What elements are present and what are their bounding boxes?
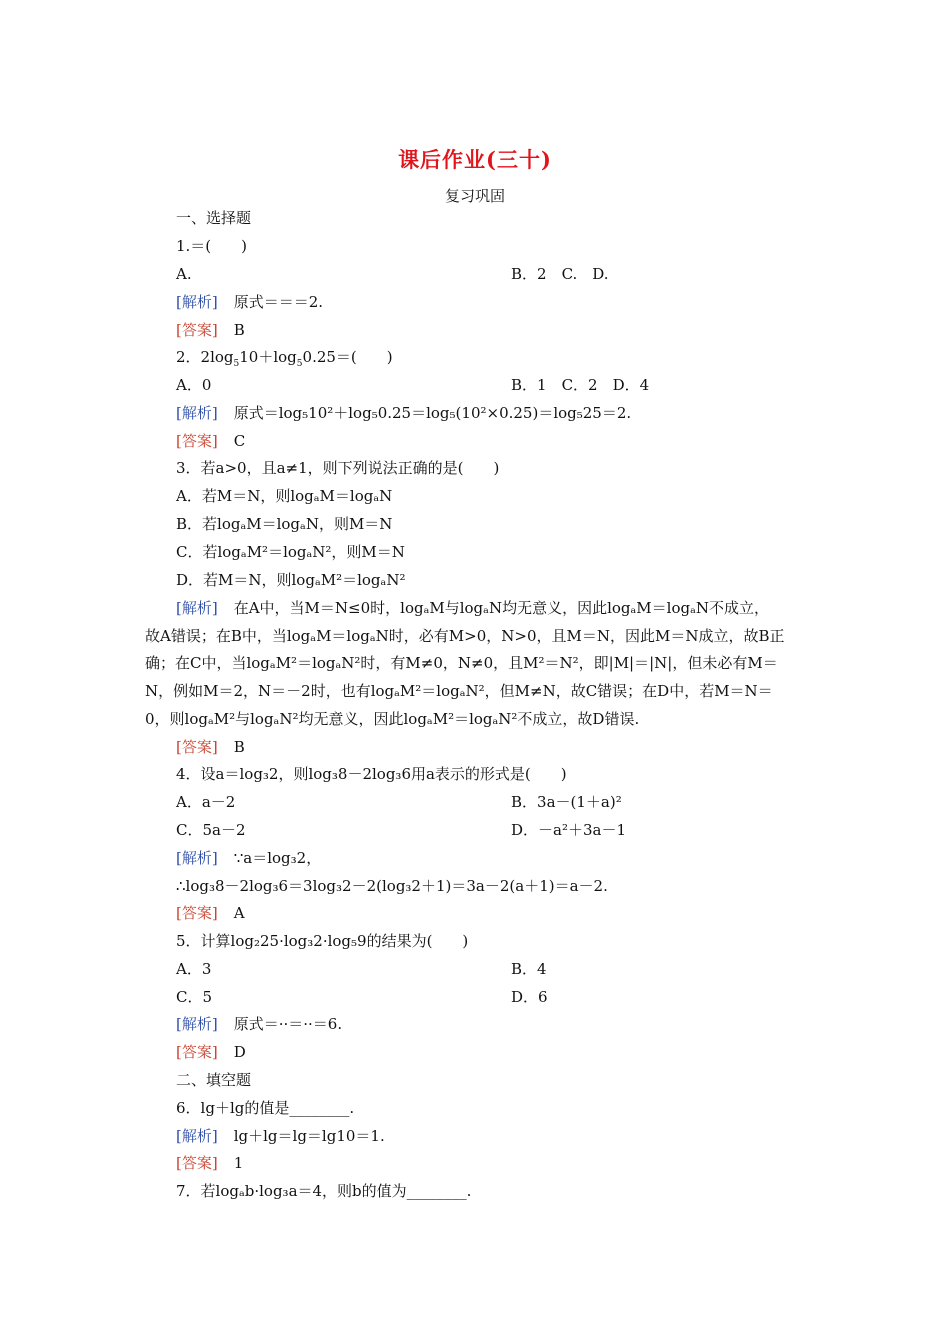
- page-subtitle: 复习巩固: [444, 187, 505, 205]
- question-stem: 1.＝( ): [176, 237, 248, 255]
- answer-text: D: [233, 1043, 246, 1061]
- question-stem: 2．$2\log_510+\log_50.25=$( ): [176, 348, 393, 369]
- question-stem: 3．若a>0，且a≠1，则下列说法正确的是( ): [176, 459, 500, 477]
- analysis-tag: [解析]: [176, 849, 218, 867]
- option-bcd: B．2 C. D.: [511, 265, 609, 283]
- page-title: 课后作业(三十): [398, 147, 552, 172]
- analysis-text: N，例如M＝2，N＝－2时，也有logₐM²＝logₐN²，但M≠N，故C错误；在D中，若M＝N＝: [145, 682, 773, 700]
- analysis-tag: [解析]: [176, 1015, 218, 1033]
- answer-text: 1: [233, 1154, 244, 1172]
- option-b: B．若logₐM＝logₐN，则M＝N: [176, 515, 393, 533]
- analysis-tag: [解析]: [176, 599, 218, 617]
- answer-line: [176, 903, 245, 923]
- analysis-line: [176, 1014, 342, 1034]
- analysis-line: [176, 292, 323, 312]
- option-b: B．3a－(1＋a)²: [511, 793, 622, 811]
- analysis-text: 故A错误；在B中，当logₐM＝logₐN时，必有M>0，N>0，且M＝N，因此M＝N成立，故B正: [145, 627, 785, 645]
- answer-text: B: [233, 738, 245, 756]
- analysis-line: [176, 848, 321, 868]
- answer-line: [176, 1153, 243, 1173]
- option-d: D．6: [511, 988, 548, 1006]
- question-stem: 6．lg＋lg的值是________.: [176, 1099, 355, 1117]
- answer-tag: [答案]: [176, 321, 218, 339]
- answer-tag: [答案]: [176, 738, 218, 756]
- answer-tag: [答案]: [176, 1154, 218, 1172]
- analysis-text: lg＋lg＝lg＝lg10＝1.: [233, 1127, 385, 1145]
- option-b: B．4: [511, 960, 547, 978]
- option-d: D．若M＝N，则logₐM²＝logₐN²: [176, 571, 406, 589]
- analysis-text: ∴log₃8－2log₃6＝3log₃2－2(log₃2＋1)＝3a－2(a＋1)＝a－2.: [176, 877, 608, 895]
- answer-tag: [答案]: [176, 432, 218, 450]
- section-heading: 一、选择题: [176, 209, 252, 227]
- analysis-line: [176, 598, 769, 618]
- analysis-text: ∵a＝log₃2，: [233, 849, 322, 867]
- option-d: D．－a²＋3a－1: [511, 821, 627, 839]
- option-a: A．0: [176, 376, 212, 394]
- option-c: C．5a－2: [176, 821, 246, 839]
- analysis-text: 在A中，当M＝N≤0时，logₐM与logₐN均无意义，因此logₐM＝logₐN不成立，: [233, 599, 769, 617]
- analysis-text: 原式＝log₅10²＋log₅0.25＝log₅(10²×0.25)＝log₅25＝2.: [233, 404, 632, 422]
- answer-tag: [答案]: [176, 1043, 218, 1061]
- option-a: A．a－2: [176, 793, 236, 811]
- option-a: A．3: [176, 960, 212, 978]
- option-bcd: B．1 C．2 D．4: [511, 376, 650, 394]
- question-stem: 7．若logₐb·log₃a＝4，则b的值为________.: [176, 1182, 472, 1200]
- answer-line: [176, 320, 245, 340]
- answer-line: [176, 431, 245, 451]
- analysis-line: [176, 1126, 385, 1146]
- option-c: C．若logₐM²＝logₐN²，则M＝N: [176, 543, 405, 561]
- analysis-tag: [解析]: [176, 1127, 218, 1145]
- analysis-text: 原式＝＝＝2.: [233, 293, 324, 311]
- analysis-tag: [解析]: [176, 293, 218, 311]
- answer-text: C: [233, 432, 246, 450]
- question-stem: 4．设a＝log₃2，则log₃8－2log₃6用a表示的形式是( ): [176, 765, 567, 783]
- analysis-text: 0，则logₐM²与logₐN²均无意义，因此logₐM²＝logₐN²不成立，故D错误.: [145, 710, 640, 728]
- answer-line: [176, 1042, 246, 1062]
- option-a: A.: [176, 265, 192, 283]
- analysis-line: [176, 403, 631, 423]
- answer-tag: [答案]: [176, 904, 218, 922]
- option-c: C．5: [176, 988, 213, 1006]
- question-stem: 5．计算log₂25·log₃2·log₅9的结果为( ): [176, 932, 469, 950]
- section-heading: 二、填空题: [176, 1071, 252, 1089]
- answer-line: [176, 737, 245, 757]
- answer-text: A: [233, 904, 245, 922]
- analysis-text: 原式＝··＝··＝6.: [233, 1015, 343, 1033]
- analysis-text: 确；在C中，当logₐM²＝logₐN²时，有M≠0，N≠0，且M²＝N²，即|M|＝|N|，但未必有M＝: [145, 654, 778, 672]
- answer-text: B: [233, 321, 245, 339]
- option-a: A．若M＝N，则logₐM＝logₐN: [176, 487, 393, 505]
- analysis-tag: [解析]: [176, 404, 218, 422]
